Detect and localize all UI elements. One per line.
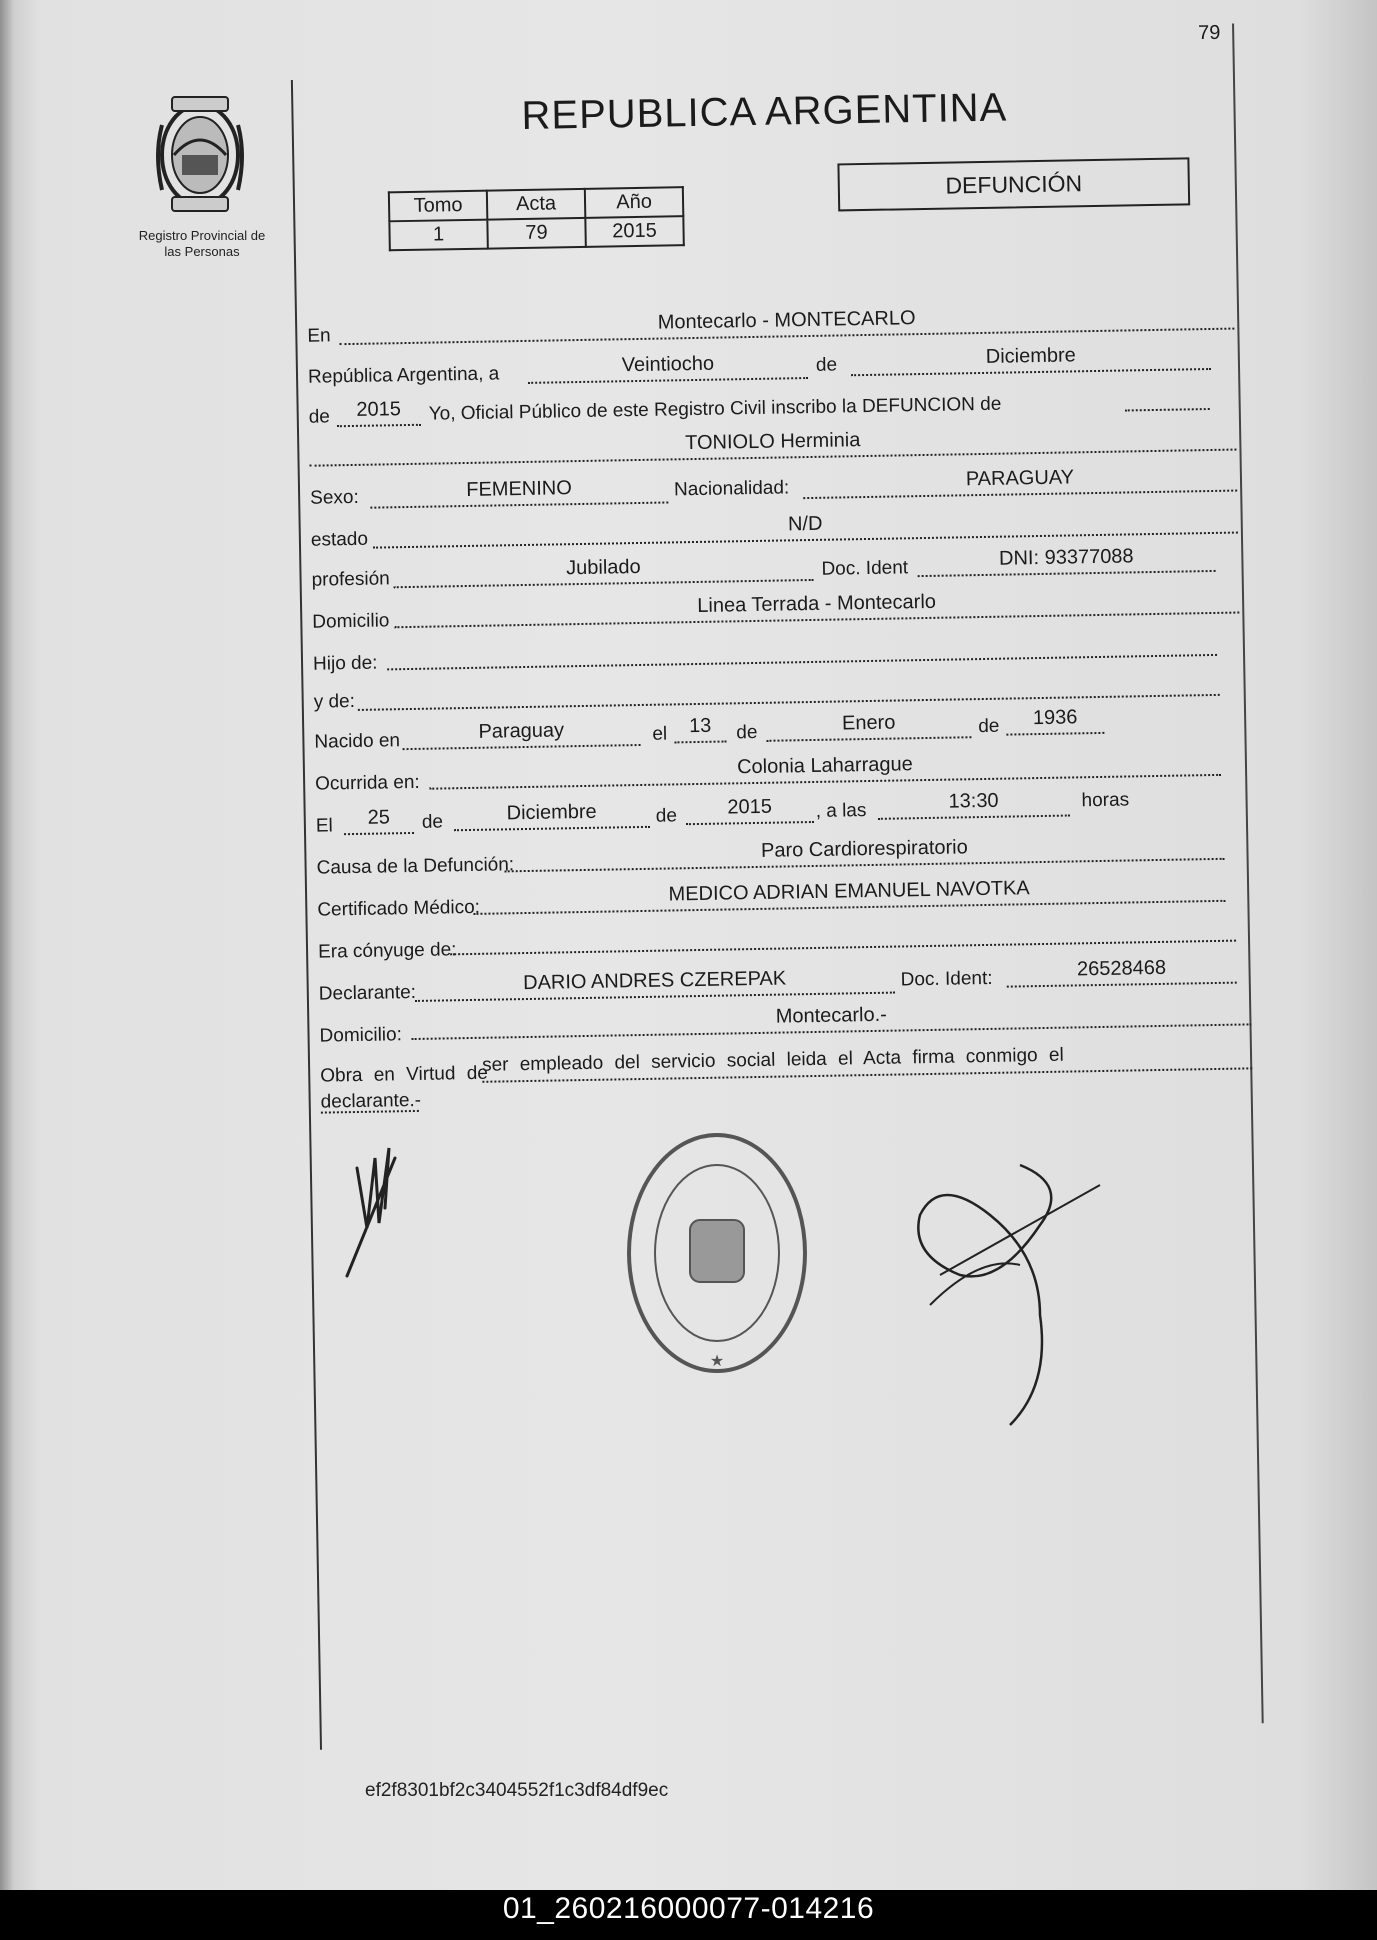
fall-mes-value: Diciembre (506, 800, 597, 825)
estado-label: estado (310, 528, 369, 551)
nombre-value: TONIOLO Herminia (684, 429, 861, 455)
ocurrida-value: Colonia Laharrague (736, 753, 913, 779)
document-type-box: DEFUNCIÓN (837, 157, 1190, 211)
profesion-label: profesión (311, 568, 390, 591)
nac-de1-label: de (736, 721, 758, 744)
fall-de2-label: de (655, 805, 678, 827)
decl-domicilio-value: Montecarlo.- (775, 1003, 888, 1028)
registrar-signature (900, 1155, 1160, 1435)
nac-dia-value: 13 (688, 714, 712, 738)
declarant-signature (345, 1128, 415, 1278)
declarante-value: DARIO ANDRES CZEREPAK (522, 967, 787, 995)
acta-table-value-row (389, 216, 683, 250)
registry-label-line2: las Personas (164, 244, 240, 259)
certificado-label: Certificado Médico: (317, 896, 481, 921)
registry-label-line1: Registro Provincial de (138, 228, 266, 243)
nac-de2-label: de (978, 715, 1000, 738)
anio-header: Año (585, 187, 683, 218)
doc-ident-value: DNI: 93377088 (998, 545, 1134, 570)
declarante-doc-label: Doc. Ident: (900, 967, 993, 991)
doc-ident-label: Doc. Ident (821, 557, 909, 580)
tomo-header: Tomo (389, 191, 487, 222)
horas-label: horas (1081, 789, 1130, 812)
y-de-label: y de: (313, 690, 356, 713)
nac-dia-line (674, 738, 726, 743)
document-hash: ef2f8301bf2c3404552f1c3df84df9ec (365, 1780, 669, 1801)
misiones-coat-of-arms-logo (150, 95, 250, 215)
en-label: En (307, 325, 331, 347)
official-stamp (622, 1128, 812, 1378)
el-label: el (652, 723, 668, 745)
a-las-label: , a las (815, 800, 867, 822)
fall-dia-value: 25 (367, 806, 391, 829)
declarante-label: Declarante: (318, 981, 417, 1005)
hora-value: 13:30 (948, 789, 999, 813)
nac-mes-value: Enero (841, 711, 896, 735)
svg-text:★: ★ (709, 1351, 725, 1370)
anio-line (337, 422, 421, 427)
conyuge-label: Era cónyuge de: (317, 939, 457, 963)
nac-anio-value: 1936 (1032, 706, 1078, 730)
dia-value: Veintiocho (621, 352, 715, 377)
nacionalidad-value: PARAGUAY (965, 466, 1075, 491)
fall-dia-line (344, 830, 414, 835)
right-margin-line (1232, 24, 1264, 1724)
fall-anio-value: 2015 (727, 795, 773, 819)
declarante-doc-value: 26528468 (1076, 956, 1167, 981)
de-label: de (815, 354, 838, 376)
nacido-value: Paraguay (478, 719, 565, 743)
profesion-value: Jubilado (565, 555, 641, 580)
hijo-label: Hijo de: (312, 652, 378, 675)
fall-de1-label: de (421, 811, 444, 833)
oficial-line (1125, 406, 1210, 411)
death-certificate-form (290, 13, 1320, 1750)
footer-file-id: 01_260216000077-014216 (502, 1892, 875, 1925)
causa-label: Causa de la Defunción: (316, 854, 515, 879)
en-value: Montecarlo - MONTECARLO (657, 307, 916, 334)
conyuge-line (450, 938, 1236, 956)
hijo-line (387, 652, 1217, 670)
fall-anio-line (686, 819, 814, 825)
oficial-text: Yo, Oficial Público de este Registro Civil inscribo la DEFUNCION de (428, 393, 1002, 425)
domicilio-label: Domicilio (312, 610, 390, 633)
certificado-value: MEDICO ADRIAN EMANUEL NAVOTKA (668, 877, 1030, 906)
causa-value: Paro Cardiorespiratorio (760, 836, 968, 862)
ocurrida-label: Ocurrida en: (314, 771, 420, 795)
tomo-value: 1 (389, 220, 487, 251)
anio-value: 2015 (356, 398, 402, 421)
acta-value: 79 (487, 218, 585, 249)
obra-value: ser empleado del servicio social leida el Acta firma conmigo el (481, 1044, 1064, 1076)
nac-anio-line (1006, 730, 1104, 736)
page-number: 79 (1198, 21, 1221, 45)
estado-value: N/D (787, 512, 823, 536)
decl-domicilio-label: Domicilio: (319, 1024, 403, 1047)
sexo-value: FEMENINO (466, 477, 573, 501)
mes-value: Diciembre (985, 344, 1077, 368)
nacido-label: Nacido en (314, 730, 401, 753)
el2-label: El (315, 815, 333, 837)
obra-label: Obra en Virtud de (320, 1062, 489, 1087)
registry-label (112, 228, 292, 260)
anio-value: 2015 (585, 216, 683, 247)
sexo-label: Sexo: (309, 486, 359, 509)
obra-value2: declarante.- (320, 1089, 422, 1113)
acta-table (388, 186, 685, 251)
domicilio-value: Linea Terrada - Montecarlo (697, 590, 937, 617)
nacionalidad-label: Nacionalidad: (673, 477, 790, 501)
page-title: REPUBLICA ARGENTINA (521, 85, 1008, 138)
republica-label: República Argentina, a (307, 363, 500, 388)
anio-de-label: de (308, 406, 331, 428)
acta-header: Acta (487, 189, 585, 220)
